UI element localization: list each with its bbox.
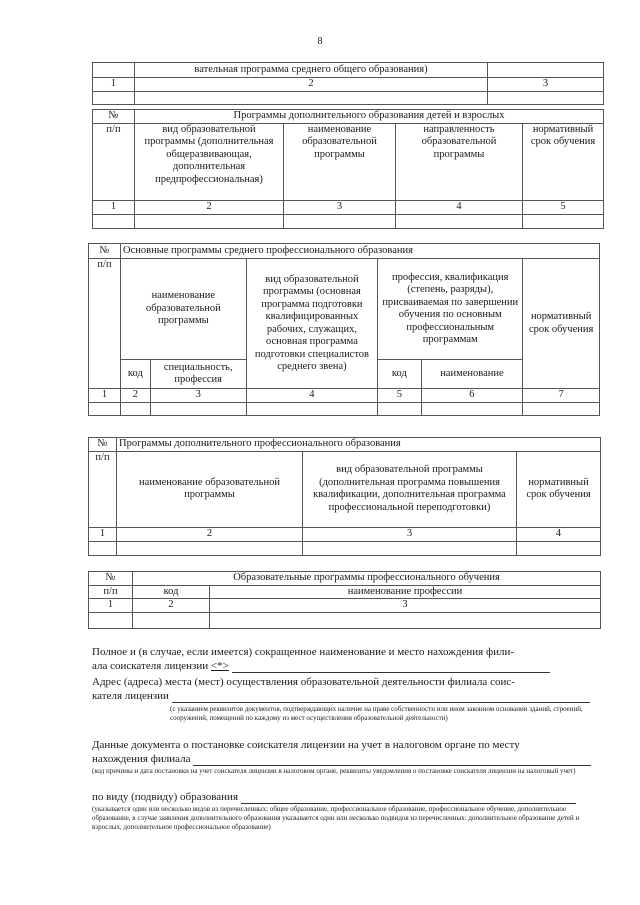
tax-data-field-row [92,752,612,766]
term-header: нормативный срок обучения [517,451,601,527]
column-number: 2 [135,78,488,92]
column-number: 3 [303,527,517,541]
education-type-label: по виду (подвиду) образования [92,791,239,803]
tax-data-input-line[interactable] [193,753,591,766]
empty-cell [517,541,601,555]
empty-cell [135,91,488,104]
additional-education-table [92,109,604,229]
column-number: 3 [284,200,396,214]
pp-label: п/п [89,585,133,599]
empty-cell [210,612,601,628]
column-number: 4 [517,527,601,541]
empty-cell [378,403,421,416]
column-number: 2 [133,599,210,613]
program-type-header: вид образовательной программы (основная программа подготовки квалифицированных рабочих, служащих, основная программа подготовки специалистов среднего звена) [246,259,377,389]
education-type-field-row [92,790,612,804]
column-number: 2 [135,200,284,214]
address-input-line[interactable] [172,690,590,703]
empty-cell [135,214,284,228]
number-label: № [93,110,135,124]
branch-name-line: Полное и (в случае, если имеется) сокращенное наименование и место нахождения фили- [92,646,514,658]
program-name-header: наименование образовательной программы [121,259,247,360]
program-type-header: вид образовательной программы (дополнительная общеразвивающая, дополнительная предпрофессиональная) [135,123,284,200]
spo-table [88,243,600,416]
address-line: Адрес (адреса) места (мест) осуществления образовательной деятельности филиала соис- [92,676,515,688]
pp-label: п/п [93,123,135,200]
column-number: 1 [89,389,121,403]
footnote-mark: <*> [210,660,229,672]
empty-cell [150,403,246,416]
empty-cell [89,403,121,416]
table-title: Программы дополнительного профессионального образования [117,438,601,452]
column-number: 5 [378,389,421,403]
po-table [88,571,601,629]
program-name-header: наименование образовательной программы [284,123,396,200]
empty-cell [303,541,517,555]
empty-cell [93,91,135,104]
program-direction-header: направленность образовательной программы [396,123,523,200]
column-number: 2 [117,527,303,541]
column-number: 3 [150,389,246,403]
tax-data-label: нахождения филиала [92,753,191,765]
dpo-table [88,437,601,556]
column-number: 2 [121,389,151,403]
empty-cell [488,91,604,104]
table-title: Основные программы среднего профессионального образования [121,244,600,259]
empty-cell [93,214,135,228]
column-number: 6 [421,389,523,403]
term-header: нормативный срок обучения [523,259,600,389]
empty-cell [523,214,604,228]
branch-name-label: ала соискателя лицензии [92,660,209,672]
qualification-header: профессия, квалификация (степень, разряды), присваиваемая по завершении обучения по основным профессиональным программам [378,259,523,360]
number-label: № [89,572,133,586]
column-number: 4 [396,200,523,214]
number-label: № [89,438,117,452]
table-title: вательная программа среднего общего образования) [135,63,488,78]
qualification-kod-label: код [378,360,421,389]
profession-name-label: наименование профессии [210,585,601,599]
empty-cell [523,403,600,416]
column-number: 1 [89,527,117,541]
column-number: 1 [89,599,133,613]
pp-label: п/п [89,259,121,389]
specialty-label: специальность, профессия [150,360,246,389]
empty-cell [117,541,303,555]
empty-cell [89,612,133,628]
column-number: 3 [488,78,604,92]
branch-name-field-row [92,659,612,673]
number-label: № [89,244,121,259]
column-number: 7 [523,389,600,403]
tax-data-note: (код причины и дата постановки на учет соискателя лицензии в налоговом органе, реквизиты уведомления о постановке соискателя лицензии на налоговый учет) [92,767,576,775]
address-note: (с указанием реквизитов документов, подтверждающих наличие на праве собственности или ином законном основании зданий, строений, сооружений, помещений по каждому из мест осуществления образовательной деятельности) [170,705,583,722]
column-number: 1 [93,78,135,92]
program-type-header: вид образовательной программы (дополнительная программа повышения квалификации, дополнительная программа профессиональной переподготовки) [303,451,517,527]
empty-cell [89,541,117,555]
qualification-name-label: наименование [421,360,523,389]
column-number: 5 [523,200,604,214]
column-number: 1 [93,200,135,214]
term-header: нормативный срок обучения [523,123,604,200]
address-label: кателя лицензии [92,690,169,702]
empty-cell [284,214,396,228]
address-field-row [92,689,612,703]
empty-cell [396,214,523,228]
empty-cell [121,403,151,416]
general-education-table [92,62,604,105]
empty-cell [133,612,210,628]
education-type-note: (указывается один или несколько видов из перечисленных: общее образование, профессиональное образование, профессиональное обучение, дополнительное образование, в случае заявления дополнительного образования указывается один или несколько подвидов из перечисленных: дополнительное образование детей и взрослых, дополнительное профессиональное образование) [92,805,580,831]
table-title: Образовательные программы профессионального обучения [133,572,601,586]
page-number: 8 [317,36,323,47]
tax-data-line: Данные документа о постановке соискателя лицензии на учет в налоговом органе по месту [92,739,520,751]
program-name-header: наименование образовательной программы [117,451,303,527]
column-number: 4 [246,389,377,403]
kod-label: код [121,360,151,389]
table-title: Программы дополнительного образования детей и взрослых [135,110,604,124]
branch-name-input-line[interactable] [232,660,550,673]
column-number: 3 [210,599,601,613]
empty-cell [421,403,523,416]
pp-label: п/п [89,451,117,527]
empty-cell [246,403,377,416]
education-type-input-line[interactable] [241,791,576,804]
kod-label: код [133,585,210,599]
